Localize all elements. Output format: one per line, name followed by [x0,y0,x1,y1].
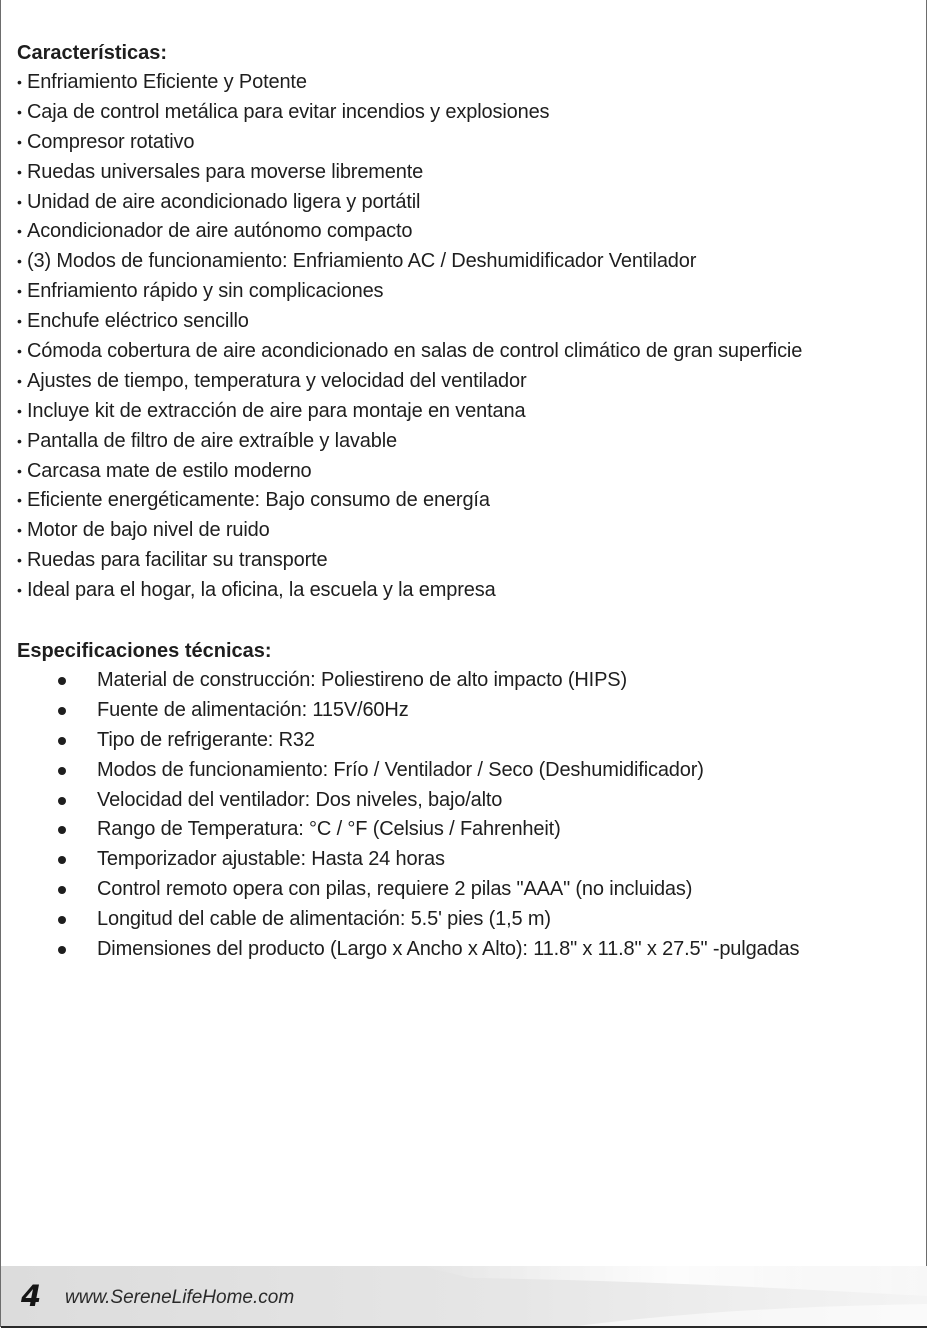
bullet-icon: • [17,552,22,569]
feature-item [17,188,917,218]
feature-text: Motor de bajo nivel de ruido [27,519,270,542]
spec-text: Control remoto opera con pilas, requiere 2 pilas "AAA" (no incluidas) [97,878,693,901]
spec-item [17,845,917,875]
bullet-icon: • [17,522,22,539]
bullet-dot-icon [58,797,66,805]
feature-text: Ruedas para facilitar su transporte [27,549,328,572]
specs-heading: Especificaciones técnicas: [17,640,272,663]
feature-text: Enfriamiento rápido y sin complicaciones [27,280,384,303]
spec-item [17,935,917,965]
bullet-icon: • [17,492,22,509]
bullet-icon: • [17,313,22,330]
feature-text: Carcasa mate de estilo moderno [27,459,312,482]
spec-item [17,696,917,726]
feature-text: Caja de control metálica para evitar incendios y explosiones [27,100,550,123]
spec-text: Rango de Temperatura: °C / °F (Celsius / Fahrenheit) [97,818,561,841]
feature-item [17,247,917,277]
feature-text: Ideal para el hogar, la oficina, la escuela y la empresa [27,579,496,602]
website-url[interactable]: www.SereneLifeHome.com [65,1287,295,1308]
page-footer [1,1266,927,1328]
document-content [17,38,917,965]
feature-text: Incluye kit de extracción de aire para montaje en ventana [27,399,526,422]
feature-item [17,307,917,337]
features-heading: Características: [17,42,168,64]
bullet-dot-icon [58,916,66,924]
bullet-dot-icon [58,767,66,775]
bullet-dot-icon [58,886,66,894]
bullet-dot-icon [58,856,66,864]
feature-text: Enchufe eléctrico sencillo [27,310,249,333]
feature-text: Ajustes de tiempo, temperatura y velocidad del ventilador [27,369,527,392]
feature-item [17,546,917,576]
feature-text: (3) Modos de funcionamiento: Enfriamiento AC / Deshumidificador Ventilador [27,250,697,273]
spec-item [17,786,917,816]
bullet-icon: • [17,343,22,360]
spec-item [17,905,917,935]
spec-text: Tipo de refrigerante: R32 [97,728,315,751]
bullet-dot-icon [58,707,66,715]
feature-text: Enfriamiento Eficiente y Potente [27,71,307,93]
spec-item [17,666,917,696]
feature-item [17,486,917,516]
bullet-icon: • [17,74,22,90]
spec-text: Dimensiones del producto (Largo x Ancho x Alto): 11.8" x 11.8" x 27.5" -pulgadas [97,938,800,961]
bullet-icon: • [17,462,22,479]
feature-text: Cómoda cobertura de aire acondicionado en salas de control climático de gran superficie [27,340,803,363]
feature-item [17,367,917,397]
bullet-dot-icon [58,826,66,834]
bullet-dot-icon [58,677,66,685]
spec-item [17,726,917,756]
feature-text: Compresor rotativo [27,130,195,153]
feature-item [17,576,917,606]
feature-text: Eficiente energéticamente: Bajo consumo de energía [27,489,490,512]
feature-item [17,337,917,367]
bullet-icon: • [17,402,22,419]
spec-text: Velocidad del ventilador: Dos niveles, bajo/alto [97,788,503,811]
bullet-icon: • [17,133,22,150]
specs-list [17,666,917,965]
feature-item [17,128,917,158]
bullet-icon: • [17,253,22,270]
feature-item [17,457,917,487]
bullet-icon: • [17,223,22,240]
feature-item [17,397,917,427]
features-list [17,68,917,606]
feature-item [17,516,917,546]
page-number: 4 [21,1279,42,1313]
spec-text: Material de construcción: Poliestireno de alto impacto (HIPS) [97,669,627,692]
bullet-icon: • [17,283,22,300]
spec-text: Fuente de alimentación: 115V/60Hz [97,698,409,721]
bullet-icon: • [17,193,22,210]
bullet-icon: • [17,103,22,120]
feature-item [17,277,917,307]
feature-text: Pantalla de filtro de aire extraíble y lavable [27,429,397,452]
spec-text: Longitud del cable de alimentación: 5.5' pies (1,5 m) [97,908,551,931]
feature-item [17,68,917,98]
feature-item [17,98,917,128]
bullet-icon: • [17,163,22,180]
feature-item [17,217,917,247]
bullet-dot-icon [58,737,66,745]
feature-item [17,427,917,457]
spec-text: Modos de funcionamiento: Frío / Ventilador / Seco (Deshumidificador) [97,758,704,781]
feature-text: Acondicionador de aire autónomo compacto [27,220,413,243]
feature-text: Unidad de aire acondicionado ligera y portátil [27,190,421,213]
bullet-icon: • [17,582,22,599]
spec-text: Temporizador ajustable: Hasta 24 horas [97,848,445,871]
spec-item [17,875,917,905]
bullet-icon: • [17,372,22,389]
bullet-icon: • [17,432,22,449]
feature-item [17,158,917,188]
feature-text: Ruedas universales para moverse libremente [27,160,424,183]
bullet-dot-icon [58,946,66,954]
spec-item [17,815,917,845]
spec-item [17,756,917,786]
